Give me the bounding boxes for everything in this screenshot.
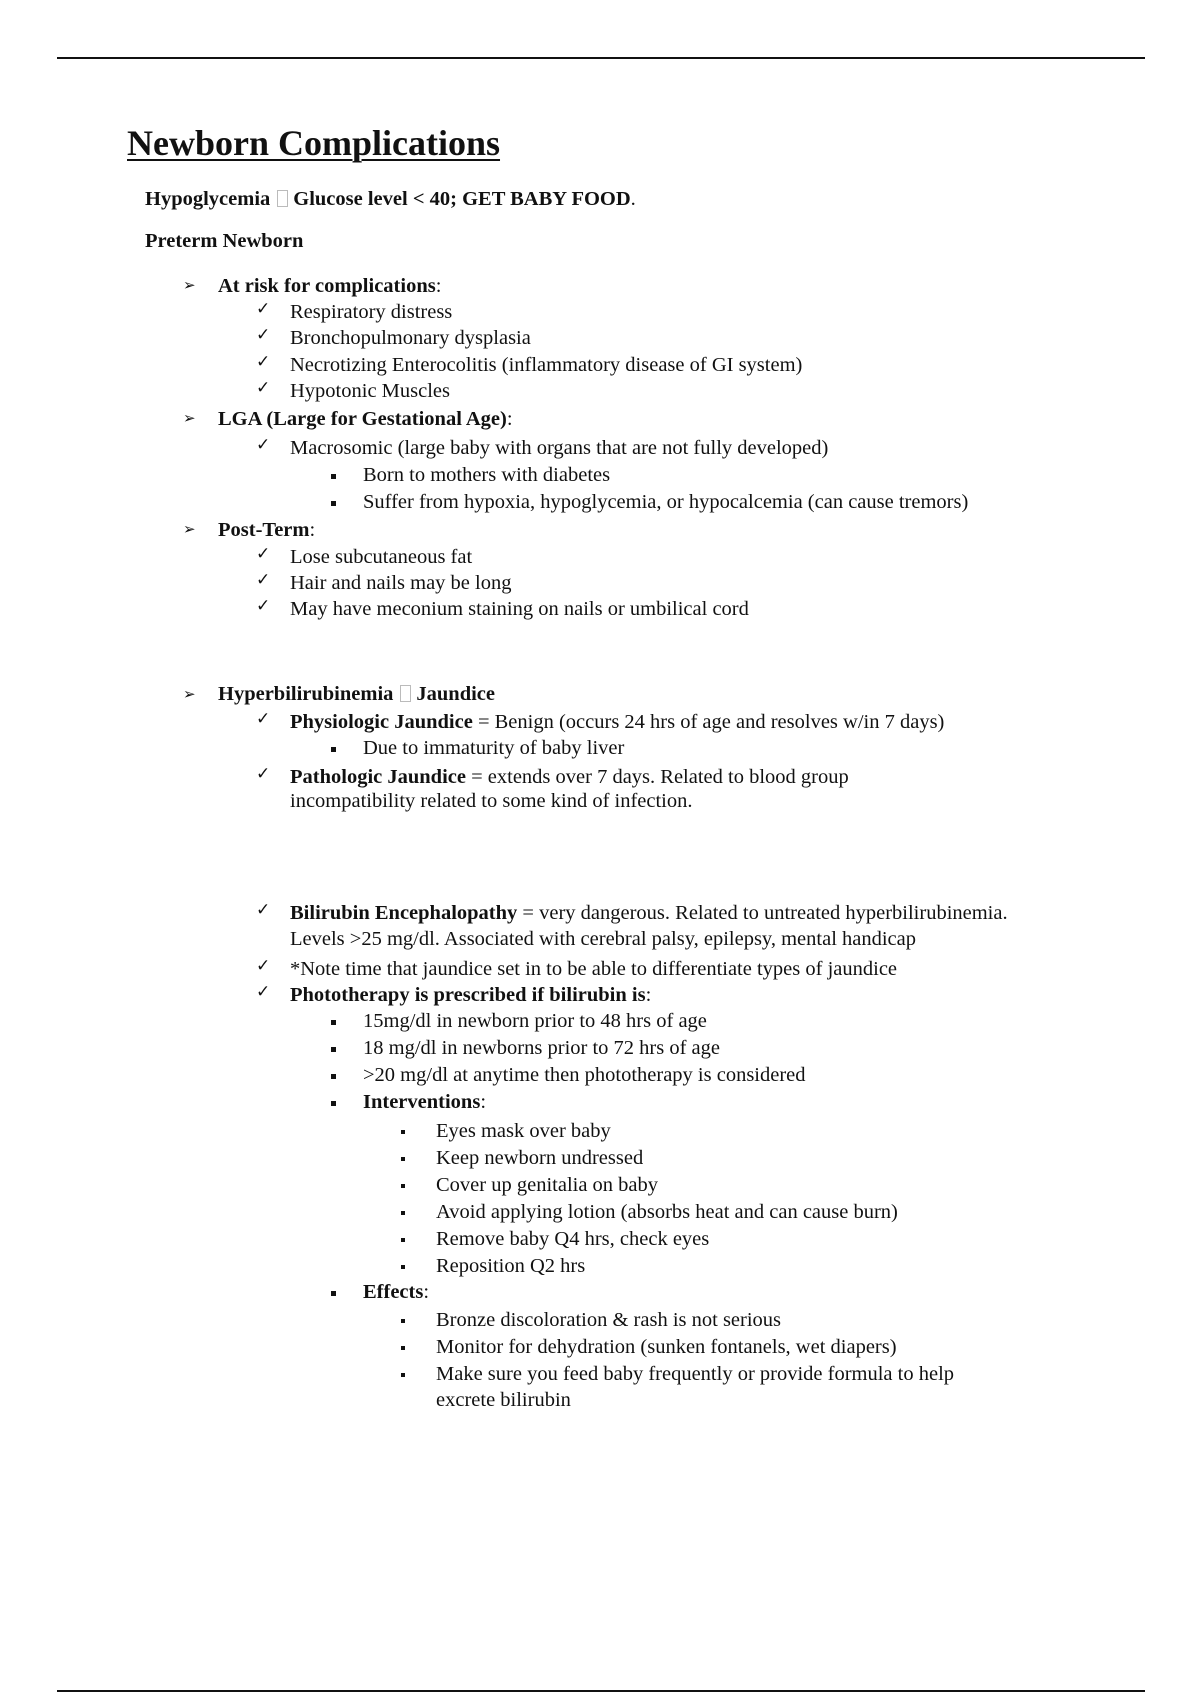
pathologic-term: Pathologic Jaundice	[290, 766, 466, 788]
hypoglycemia-text: Glucose level < 40; GET BABY FOOD	[293, 188, 631, 210]
encephalopathy-term: Bilirubin Encephalopathy	[290, 902, 518, 924]
arrow-bullet-icon: ➢	[183, 520, 196, 538]
lga-label: LGA (Large for Gestational Age)	[218, 408, 507, 430]
postterm-heading	[218, 518, 315, 542]
phototherapy-label: Phototherapy is prescribed if bilirubin is	[290, 984, 646, 1006]
hyperbili-label2: Jaundice	[416, 683, 496, 705]
square-bullet-icon	[331, 1074, 336, 1079]
check-bullet-icon: ✓	[256, 570, 271, 590]
lga-heading	[218, 407, 513, 431]
phototherapy-item: 18 mg/dl in newborns prior to 72 hrs of age	[363, 1037, 720, 1059]
square-bullet-icon	[331, 1101, 336, 1106]
risk-label: At risk for complications	[218, 275, 436, 297]
effect-item: Bronze discoloration & rash is not serious	[436, 1309, 782, 1331]
effect-item-continuation: excrete bilirubin	[436, 1389, 571, 1411]
square-bullet-icon	[401, 1265, 405, 1269]
effects-heading	[363, 1280, 429, 1304]
interventions-colon: :	[480, 1091, 487, 1113]
square-bullet-icon	[401, 1157, 405, 1161]
square-bullet-icon	[331, 1047, 336, 1052]
square-bullet-icon	[401, 1238, 405, 1242]
check-bullet-icon: ✓	[256, 378, 271, 398]
interventions-heading	[363, 1090, 486, 1114]
square-bullet-icon	[401, 1346, 405, 1350]
square-bullet-icon	[331, 747, 336, 752]
check-bullet-icon: ✓	[256, 544, 271, 564]
risk-colon: :	[435, 275, 442, 297]
effects-colon: :	[423, 1281, 430, 1303]
pathologic-line	[290, 765, 849, 789]
check-bullet-icon: ✓	[256, 352, 271, 372]
square-bullet-icon	[401, 1211, 405, 1215]
check-bullet-icon: ✓	[256, 596, 271, 616]
check-bullet-icon: ✓	[256, 299, 271, 319]
square-bullet-icon	[331, 474, 336, 479]
postterm-colon: :	[309, 519, 316, 541]
phototherapy-item: 15mg/dl in newborn prior to 48 hrs of age	[363, 1010, 707, 1032]
hypoglycemia-label: Hypoglycemia	[145, 188, 271, 210]
intervention-item: Cover up genitalia on baby	[436, 1174, 659, 1196]
pathologic-text2: incompatibility related to some kind of infection.	[290, 790, 693, 812]
page-title: Newborn Complications	[127, 123, 501, 163]
intervention-item: Eyes mask over baby	[436, 1120, 611, 1142]
risk-item: Respiratory distress	[290, 301, 453, 323]
postterm-item: Lose subcutaneous fat	[290, 546, 473, 568]
check-bullet-icon: ✓	[256, 325, 271, 345]
check-bullet-icon: ✓	[256, 764, 271, 784]
square-bullet-icon	[401, 1319, 405, 1323]
check-bullet-icon: ✓	[256, 709, 271, 729]
interventions-label: Interventions	[363, 1091, 481, 1113]
missing-glyph-box-icon	[400, 685, 411, 702]
postterm-label: Post-Term	[218, 519, 310, 541]
physiologic-text: = Benign (occurs 24 hrs of age and resolves w/in 7 days)	[472, 711, 945, 733]
physiologic-line	[290, 710, 944, 734]
physiologic-term: Physiologic Jaundice	[290, 711, 473, 733]
check-bullet-icon: ✓	[256, 435, 271, 455]
risk-item: Bronchopulmonary dysplasia	[290, 327, 531, 349]
risk-heading	[218, 274, 441, 298]
intervention-item: Avoid applying lotion (absorbs heat and can cause burn)	[436, 1201, 898, 1223]
square-bullet-icon	[401, 1184, 405, 1188]
lga-item: Macrosomic (large baby with organs that are not fully developed)	[290, 437, 829, 459]
check-bullet-icon: ✓	[256, 900, 271, 920]
arrow-bullet-icon: ➢	[183, 276, 196, 294]
preterm-heading: Preterm Newborn	[145, 230, 304, 252]
square-bullet-icon	[331, 501, 336, 506]
hyperbili-heading	[218, 682, 495, 706]
risk-item: Necrotizing Enterocolitis (inflammatory disease of GI system)	[290, 354, 803, 376]
intervention-item: Keep newborn undressed	[436, 1147, 644, 1169]
hypoglycemia-line	[145, 187, 636, 211]
encephalopathy-text1: = very dangerous. Related to untreated hyperbilirubinemia.	[517, 902, 1008, 924]
missing-glyph-box-icon	[277, 190, 288, 207]
effect-item: Make sure you feed baby frequently or provide formula to help	[436, 1363, 955, 1385]
check-bullet-icon: ✓	[256, 982, 271, 1002]
note-line: *Note time that jaundice set in to be able to differentiate types of jaundice	[290, 958, 898, 980]
effects-label: Effects	[363, 1281, 424, 1303]
phototherapy-colon: :	[645, 984, 652, 1006]
postterm-item: May have meconium staining on nails or umbilical cord	[290, 598, 749, 620]
postterm-item: Hair and nails may be long	[290, 572, 512, 594]
encephalopathy-line	[290, 901, 1008, 925]
lga-colon: :	[506, 408, 513, 430]
intervention-item: Reposition Q2 hrs	[436, 1255, 586, 1277]
top-rule	[57, 57, 1145, 59]
encephalopathy-text2: Levels >25 mg/dl. Associated with cerebral palsy, epilepsy, mental handicap	[290, 928, 917, 950]
square-bullet-icon	[331, 1020, 336, 1025]
arrow-bullet-icon: ➢	[183, 685, 196, 703]
effect-item: Monitor for dehydration (sunken fontanels, wet diapers)	[436, 1336, 897, 1358]
phototherapy-heading	[290, 983, 651, 1007]
square-bullet-icon	[401, 1373, 405, 1377]
pathologic-text1: = extends over 7 days. Related to blood group	[465, 766, 849, 788]
square-bullet-icon	[331, 1291, 336, 1296]
check-bullet-icon: ✓	[256, 956, 271, 976]
arrow-bullet-icon: ➢	[183, 409, 196, 427]
physiologic-sub: Due to immaturity of baby liver	[363, 737, 625, 759]
bottom-rule	[57, 1690, 1145, 1692]
hyperbili-label: Hyperbilirubinemia	[218, 683, 394, 705]
phototherapy-item: >20 mg/dl at anytime then phototherapy is considered	[363, 1064, 806, 1086]
hypoglycemia-period: .	[630, 188, 636, 210]
lga-subitem: Suffer from hypoxia, hypoglycemia, or hypocalcemia (can cause tremors)	[363, 491, 969, 513]
lga-subitem: Born to mothers with diabetes	[363, 464, 611, 486]
square-bullet-icon	[401, 1130, 405, 1134]
risk-item: Hypotonic Muscles	[290, 380, 450, 402]
intervention-item: Remove baby Q4 hrs, check eyes	[436, 1228, 710, 1250]
